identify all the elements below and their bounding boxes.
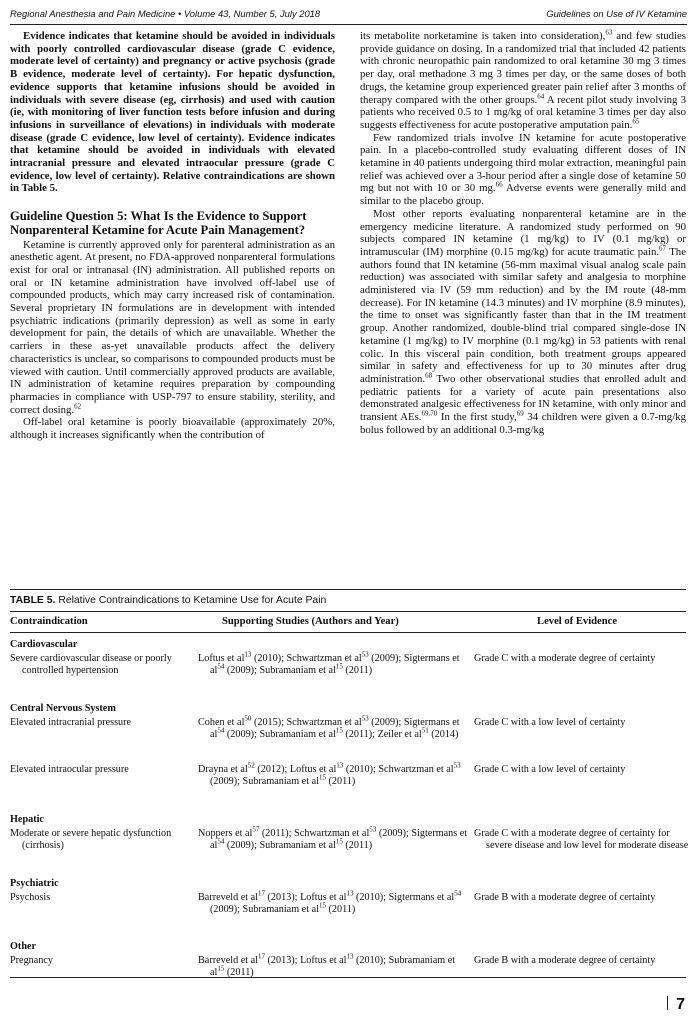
table-cell: Drayna et $al^{52}$ (2012); Loftus et $al^{13}$ (2010); Schwartzman et $al^{53}$ (2009); Subramaniam et $al^{15}$ (2011) (198, 761, 461, 787)
table-cell: Pregnancy (10, 955, 53, 966)
right-column (360, 30, 686, 437)
category-other: Other (10, 941, 37, 952)
category-psychiatric: Psychiatric (10, 878, 59, 889)
body-paragraph: Off-label oral ketamine is poorly bioavailable (approximately 20%, although it increases significantly when the contribution of (10, 416, 335, 442)
journal-info: Regional Anesthesia and Pain Medicine • Volume 43, Number 5, July 2018 (10, 8, 321, 19)
table-cell: Grade B with a moderate degree of certainty (474, 955, 656, 966)
running-title: Guidelines on Use of IV Ketamine (546, 8, 687, 19)
table-cell: Grade C with a low level of certainty (474, 717, 626, 728)
category-cardiovascular: Cardiovascular (10, 639, 78, 650)
table-cell: Elevated intraocular pressure (10, 764, 129, 775)
table-cell: Moderate or severe hepatic dysfunction (cirrhosis) (10, 828, 172, 851)
table-header (10, 611, 686, 633)
body-paragraph: Few randomized trials involve IN ketamine for acute postoperative pain. In a placebo-controlled study evaluating different doses of IN ketamine in 40 patients undergoing third molar extraction, meaningful pain relief was achieved over a 3-hour period after a single dose of ketamine 50 mg but not with 10 or 30 mg.$^{66}$ Adverse events were generally mild and similar to the placebo group. (360, 131, 686, 208)
table-cell: Loftus et $al^{13}$ (2010); Schwartzman et $al^{53}$ (2009); Sigtermans et $al^{54}$ (2009); Subramaniam et $al^{15}$ (2011) (198, 650, 460, 676)
table-cell: Grade B with a moderate degree of certainty (474, 892, 656, 903)
body-paragraph: Ketamine is currently approved only for parenteral administration as an anesthetic agent. At present, no FDA-approved nonparenteral formulations exist for oral or intranasal (IN) administration. All published reports on oral or IN ketamine administration have involved off-label use of compounded products, which may carry increased risk of contamination. Several proprietary IN formulations are in development with intended psychiatric indications (primarily depression) as well as some in early development for pain, the details of which are unavailable. Whether the carriers in these as-yet unavailable products affect the delivery characteristics is unclear, so comparisons to compounded products must be viewed with caution. Until commercially approved products are available, IN administration of ketamine requires preparation by compounding pharmacies in compliance with USP-797 to ensure stability, sterility, and correct dosing.$^{62}$ (10, 238, 335, 416)
table-cell: Severe cardiovascular disease or poorly controlled hypertension (10, 653, 172, 676)
table-5 (10, 589, 689, 983)
body-paragraph: Most other reports evaluating nonparenteral ketamine are in the emergency medicine literature. A randomized study performed on 90 subjects compared IN ketamine (1 mg/kg) to IV (0.1 mg/kg) or intramuscular (IM) morphine (0.15 mg/kg) for acute traumatic pain.$^{67}$ The authors found that IN ketamine (56-mm maximal visual analog scale pain reduction) was associated with similar safety and analgesia to morphine administered via IV (59 mm reduction) and by the IM route (48-mm decrease). For IN ketamine (14.3 minutes) and IV morphine (8.9 minutes), the time to onset was significantly faster than that in the IM treatment group. Another randomized, double-blind trial compared single-dose IN ketamine (1 mg/kg) to IV morphine (0.1 mg/kg) in 53 patients with renal colic. In this visceral pain condition, both treatment groups appeared similar in safety and effectiveness for up to 30 minutes after drug administration.$^{68}$ Two other observational studies that enrolled adult and pediatric patients for a variety of acute pain presentations also demonstrated analgesic effectiveness for IN ketamine, with only minor and transient AEs.$^{69,70}$ In the first study,$^{69}$ 34 children were given a 0.7-mg/kg bolus followed by an additional 0.3-mg/kg (360, 207, 686, 436)
table-cell: Noppers et $al^{57}$ (2011); Schwartzman et $al^{53}$ (2009); Sigtermans et $al^{54}$ (2009); Subramaniam et $al^{15}$ (2011) (198, 825, 468, 851)
table-cell: Cohen et $al^{50}$ (2015); Schwartzman et $al^{53}$ (2009); Sigtermans et $al^{54}$ (2009); Subramaniam et $al^{15}$ (2011); Zeiler et $al^{51}$ (2014) (198, 714, 460, 740)
table-title: TABLE 5. Relative Contraindications to Ketamine Use for Acute Pain (10, 589, 686, 611)
page-number-bar (667, 996, 668, 1010)
table-cell: Barreveld et $al^{17}$ (2013); Loftus et $al^{13}$ (2010); Subramaniam et $al^{15}$ (2011) (198, 952, 456, 978)
body-paragraph: its metabolite norketamine is taken into consideration),$^{63}$ and few studies provide guidance on dosing. In a randomized trial that included 42 patients with chronic neuropathic pain randomized to oral ketamine 30 mg 3 times per day, oral methadone 3 mg 3 times per day, or the same doses of both drugs, the ketamine group experienced greater pain relief after 3 months of therapy compared with the other groups.$^{64}$ A recent pilot study involving 3 patients who received 0.5 to 1 mg/kg of oral ketamine 3 times per day also suggests effectiveness for acute postoperative amputation pain.$^{65}$ (360, 28, 686, 131)
category-cns: Central Nervous System (10, 703, 116, 714)
left-column (10, 30, 335, 442)
table-cell: Psychosis (10, 892, 51, 903)
col-header-evidence: Level of Evidence (537, 616, 618, 627)
category-hepatic: Hepatic (10, 814, 44, 825)
table-body (10, 633, 689, 983)
page-number: 7 (667, 996, 685, 1014)
col-header-contraindication: Contraindication (10, 616, 88, 627)
table-cell: Grade C with a moderate degree of certainty (474, 653, 656, 664)
table-cell: Elevated intracranial pressure (10, 717, 132, 728)
evidence-summary-paragraph: Evidence indicates that ketamine should be avoided in individuals with poorly controlled cardiovascular disease (grade C evidence, moderate level of certainty) and pregnancy or active psychosis (grade B evidence, moderate level of certainty). For hepatic dysfunction, evidence supports that ketamine infusions should be avoided in individuals with severe disease (eg, cirrhosis) and used with caution (ie, with monitoring of liver function tests before infusion and during infusions in surveillance of elevations) in individuals with moderate disease (grade C evidence, low level of certainty). Evidence indicates that ketamine should be avoided in individuals with elevated intracranial pressure and elevated intraocular pressure (grade C evidence, low level of certainty). Relative contraindications are shown in Table 5. (10, 30, 335, 195)
col-header-studies: Supporting Studies (Authors and Year) (222, 616, 399, 627)
section-heading: Guideline Question 5: What Is the Evidence to Support Nonparenteral Ketamine for Acute Pain Management? (10, 209, 307, 238)
table-cell: Grade C with a low level of certainty (474, 764, 626, 775)
header-rule (10, 24, 687, 25)
table-end-rule (10, 977, 686, 978)
table-cell: Grade C with a moderate degree of certainty for severe disease and low level for moderate disease (474, 828, 689, 851)
running-header (10, 8, 687, 24)
table-cell: Barreveld et $al^{17}$ (2013); Loftus et $al^{13}$ (2010); Sigtermans et $al^{54}$ (2009); Subramaniam et $al^{15}$ (2011) (198, 889, 462, 915)
